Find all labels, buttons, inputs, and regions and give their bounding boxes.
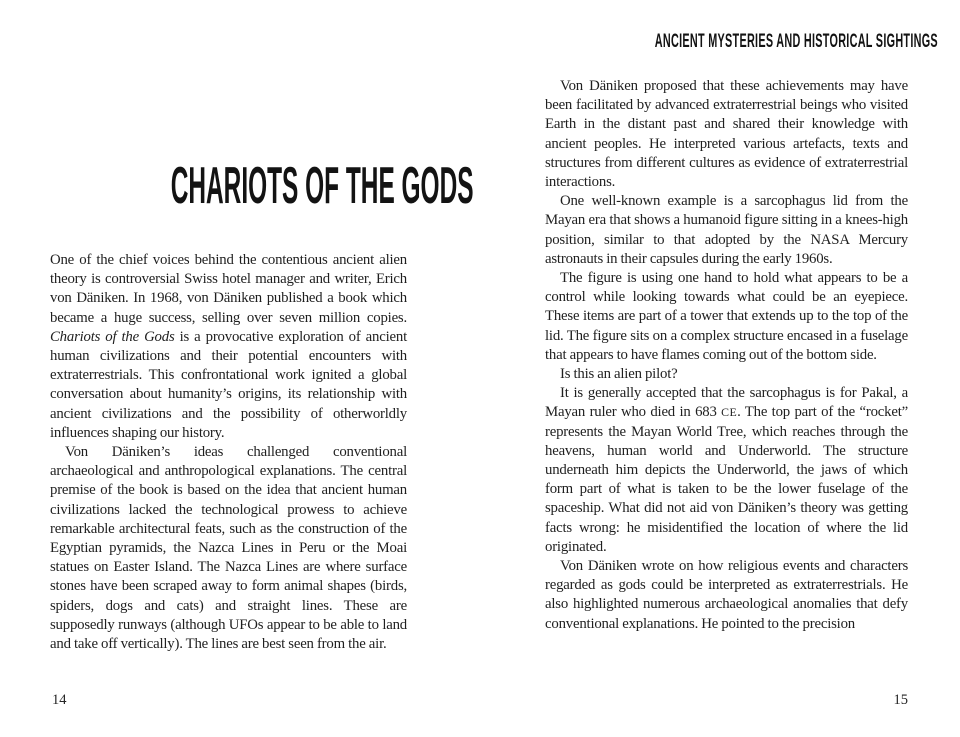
page-number-right: 15 <box>893 692 908 708</box>
chapter-title <box>0 157 512 215</box>
right-page <box>512 0 960 737</box>
paragraph-text: is a provocative exploration of ancient human civilizations and their potential encounters with extraterrestrials. This confrontational work ignited a global conversation about humanity’s origins, its relationship with ancient civilizations and the possibility of otherworldly influences shaping our history. <box>50 328 407 441</box>
paragraph <box>545 384 908 557</box>
paragraph-text: . The top part of the “rocket” represents the Mayan World Tree, which reaches through the heavens, human world and Underworld. The structure underneath him depicts the Underworld, the jaws of which form part of what is taken to be the lower fuselage of the spaceship. What did not aid von Däniken’s theory was getting facts wrong: he misidentified the location of where the lid originated. <box>545 404 908 555</box>
paragraph: Von Däniken wrote on how religious events and characters regarded as gods could be interpreted as extraterrestrials. He also highlighted numerous archaeological anomalies that defy conventional explanations. He pointed to the precision <box>545 558 908 632</box>
paragraph <box>50 251 407 443</box>
paragraph: Von Däniken’s ideas challenged conventional archaeological and anthropological explanations. The central premise of the book is based on the idea that ancient human civilizations lacked the technological prowess to achieve remarkable architectural feats, such as the construction of the Egyptian pyramids, the Nazca Lines in Peru or the Moai statues on Easter Island. The Nazca Lines are where surface stones have been scraped away to form animal shapes (birds, spiders, dogs and cats) and straight lines. These are supposedly runways (although UFOs appear to be able to land and take off vertically). The lines are best seen from the air. <box>50 444 407 653</box>
paragraph: Von Däniken proposed that these achievements may have been facilitated by advanced extraterrestrial beings who visited Earth in the distant past and shared their knowledge with ancient peoples. He interpreted various artefacts, texts and structures from different cultures as evidence of extraterrestrial interactions. <box>545 78 908 191</box>
chapter-title-text: CHARIOTS OF THE GODS <box>170 157 474 215</box>
running-header-text: ANCIENT MYSTERIES AND HISTORICAL SIGHTINGS <box>654 31 938 52</box>
paragraph: Is this an alien pilot? <box>560 366 678 383</box>
paragraph: One well-known example is a sarcophagus lid from the Mayan era that shows a humanoid figure sitting in a knees-high position, similar to that adopted by the NASA Mercury astronauts in their capsules during the early 1960s. <box>545 193 908 267</box>
paragraph-text: One of the chief voices behind the contentious ancient alien theory is controversial Swiss hotel manager and writer, Erich von Däniken. In 1968, von Däniken published a book which became a huge success, selling over seven million copies. <box>50 252 407 326</box>
era-abbreviation: CE <box>721 405 738 420</box>
running-header <box>548 31 938 52</box>
left-page-body <box>50 251 407 654</box>
paragraph-text: It is generally accepted that the sarcophagus is for Pakal, a Mayan ruler who died in 683 <box>545 385 908 421</box>
page-number-left: 14 <box>52 692 67 708</box>
paragraph: The figure is using one hand to hold what appears to be a control while looking towards what could be an eyepiece. These items are part of a tower that extends up to the top of the lid. The figure sits on a complex structure encased in a fuselage that appears to have flames coming out of the bottom side. <box>545 270 908 363</box>
right-page-body <box>545 77 908 634</box>
book-title-italic: Chariots of the Gods <box>50 328 175 345</box>
